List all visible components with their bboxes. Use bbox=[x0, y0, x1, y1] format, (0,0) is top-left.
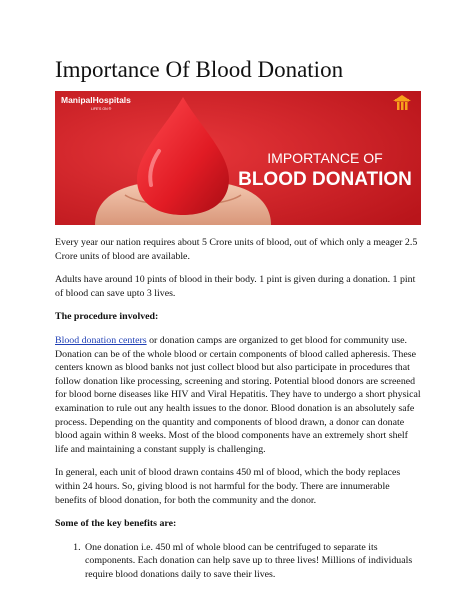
page-title: Importance Of Blood Donation bbox=[55, 57, 344, 82]
brand-name: ManipalHospitals bbox=[61, 95, 131, 105]
banner-headline-line2: BLOOD DONATION bbox=[238, 169, 412, 190]
document-body bbox=[55, 236, 421, 581]
list-item: 1. One donation i.e. 450 ml of whole blood can be centrifuged to separate its components. Each donation can help save up to three lives! Millions of individuals require blood donations daily to save their lives. bbox=[83, 541, 421, 582]
procedure-paragraph-text: or donation camps are organized to get blood for community use. Donation can be of the whole blood or certain components of blood called apheresis. These centers known as blood banks not just collect blood but also participate in procedures that follow donation like processing, screening and storing. Potential blood donors are screened for blood borne diseases like HIV and Viral Hepatitis. They have to undergo a short physical examination to rule out any health issues to the donor. Blood donation is an absolutely safe process. Depending on the quantity and components of blood drawn, a donor can donate blood again within 8 weeks. Most of the blood components have an extremely short shelf life and maintaining a constant supply is challenging. bbox=[55, 334, 421, 455]
procedure-heading: The procedure involved: bbox=[55, 311, 159, 323]
banner-graphic bbox=[55, 91, 421, 225]
banner-headline-line1: IMPORTANCE OF bbox=[267, 150, 383, 166]
brand-tagline: LIFE'S ON ® bbox=[91, 107, 112, 111]
benefits-heading: Some of the key benefits are: bbox=[55, 518, 177, 530]
pints-paragraph: Adults have around 10 pints of blood in their body. 1 pint is given during a donation. 1 pint of blood can save upto 3 lives. bbox=[55, 274, 416, 299]
intro-paragraph: Every year our nation requires about 5 Crore units of blood, out of which only a meager 2.5 Crore units of blood are available. bbox=[55, 237, 418, 262]
benefits-list bbox=[55, 541, 421, 582]
banner-image bbox=[55, 91, 421, 225]
blood-donation-centers-link[interactable]: Blood donation centers bbox=[55, 334, 147, 346]
procedure-paragraph bbox=[55, 334, 421, 456]
general-paragraph: In general, each unit of blood drawn contains 450 ml of blood, which the body replaces within 24 hours. So, giving blood is not harmful for the body. There are innumerable benefits of blood donation, for both the community and the donor. bbox=[55, 467, 401, 506]
